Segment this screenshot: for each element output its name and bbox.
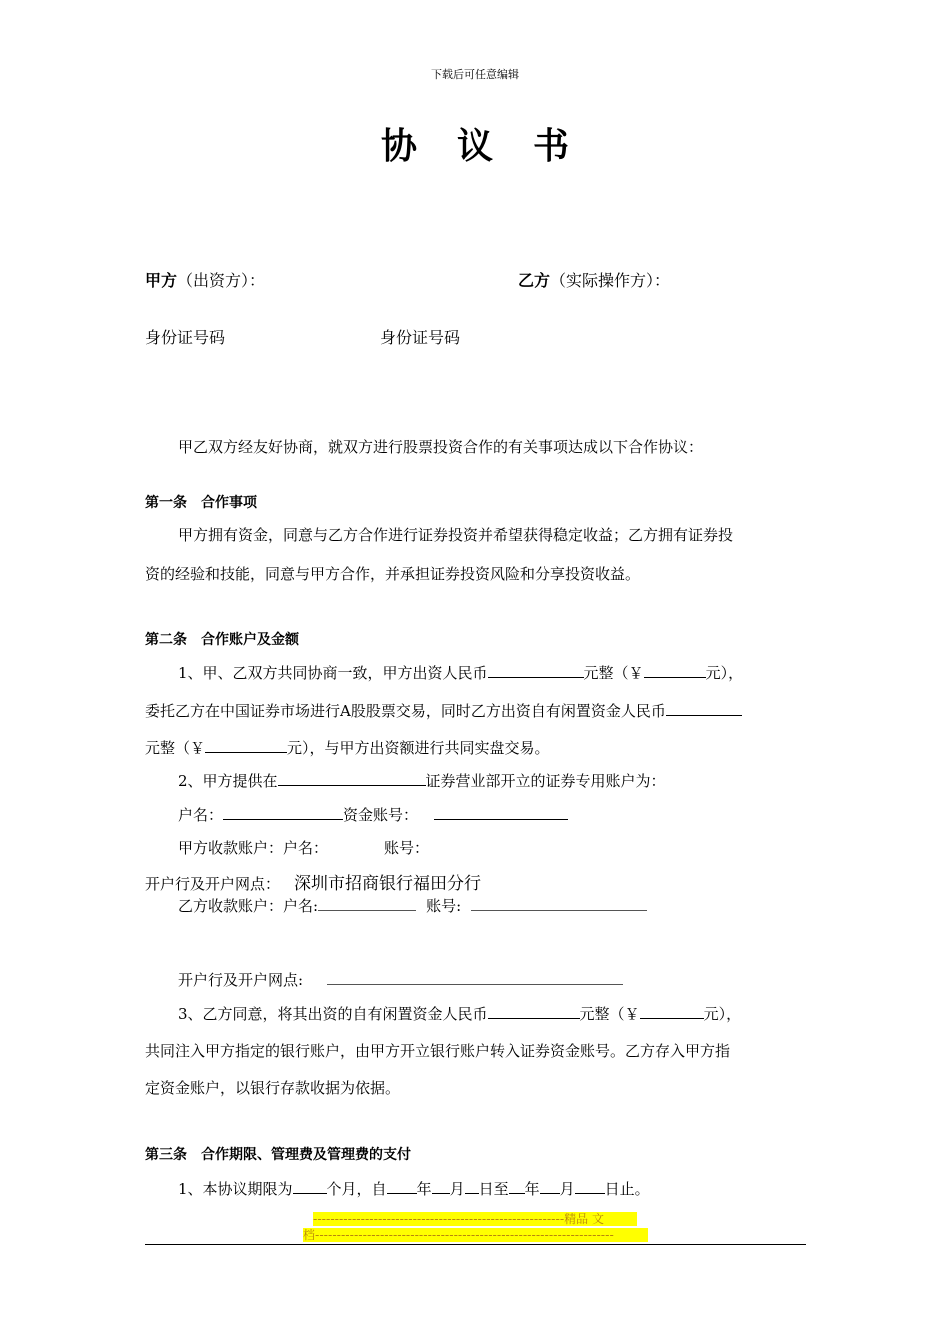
text-segment: 日至 [478, 1180, 509, 1198]
text-segment: 元）， [705, 664, 744, 682]
blank-b-capital-yen[interactable] [640, 1004, 704, 1019]
blank-amount-rmb[interactable] [488, 663, 584, 678]
blank-end-month[interactable] [540, 1179, 560, 1194]
blank-amount-yen[interactable] [644, 663, 706, 678]
party-b-id: 身份证号码 [380, 328, 461, 347]
text-segment: 资金账号： [343, 806, 419, 824]
watermark-line-2: 档--------------------------------------------------------------------- [303, 1228, 648, 1242]
article-1-line-1: 甲方拥有资金，同意与乙方合作进行证券投资并希望获得稳定收益；乙方拥有证券投 [178, 526, 734, 544]
text-segment: 月 [559, 1180, 575, 1198]
text-segment: 元整（￥ [579, 1005, 640, 1023]
text-segment: 年 [416, 1180, 432, 1198]
text-segment: 证券营业部开立的证券专用账户为： [425, 772, 666, 790]
blank-securities-office[interactable] [278, 771, 426, 786]
blank-b-capital-rmb[interactable] [488, 1004, 580, 1019]
text-segment: 月 [449, 1180, 465, 1198]
article-3-line-1 [178, 1178, 650, 1199]
article-1-heading: 第一条 合作事项 [145, 495, 257, 511]
blank-b-bank-branch[interactable] [327, 970, 623, 985]
footer-divider [145, 1244, 806, 1245]
blank-fund-account[interactable] [434, 805, 568, 820]
text-segment: 元）， [703, 1005, 742, 1023]
text-segment: 个月，自 [326, 1180, 387, 1198]
blank-amount-b-rmb[interactable] [666, 701, 742, 716]
article-3-heading: 第三条 合作期限、管理费及管理费的支付 [145, 1147, 411, 1163]
article-2-line-5 [178, 804, 568, 825]
blank-end-year[interactable] [509, 1179, 525, 1194]
article-2-line-2 [145, 700, 742, 721]
article-2-line-7 [145, 869, 481, 894]
blank-b-account-number[interactable] [471, 896, 647, 911]
party-a-label: 甲方 [145, 271, 178, 290]
text-segment: 元整（￥ [583, 664, 644, 682]
party-a-id: 身份证号码 [145, 328, 226, 347]
bank-branch-name: 深圳市招商银行福田分行 [294, 874, 482, 894]
text-segment: 委托乙方在中国证券市场进行A股股票交易，同时乙方出资自有闲置资金人民币 [145, 702, 666, 720]
text-segment: 元），与甲方出资额进行共同实盘交易。 [287, 739, 550, 757]
text-segment: 开户行及开户网点: [178, 971, 304, 989]
text-segment: 1、本协议期限为 [178, 1180, 293, 1198]
article-2-line-9 [178, 969, 623, 990]
article-2-line-12: 定资金账户，以银行存款收据为依据。 [145, 1079, 401, 1097]
article-2-line-6 [178, 837, 429, 858]
blank-account-name[interactable] [223, 805, 343, 820]
intro-paragraph: 甲乙双方经友好协商，就双方进行股票投资合作的有关事项达成以下合作协议： [178, 438, 704, 456]
article-2-line-1 [178, 662, 743, 683]
blank-months[interactable] [293, 1179, 327, 1194]
article-1-line-2: 资的经验和技能，同意与甲方合作，并承担证券投资风险和分享投资收益。 [145, 565, 641, 583]
text-segment: 年 [524, 1180, 540, 1198]
blank-start-month[interactable] [432, 1179, 450, 1194]
text-segment: 3、乙方同意，将其出资的自有闲置资金人民币 [178, 1005, 488, 1023]
text-segment: 开户行及开户网点： [145, 875, 281, 893]
text-segment: 日止。 [604, 1180, 650, 1198]
text-segment: 1、甲、乙双方共同协商一致，甲方出资人民币 [178, 664, 488, 682]
article-2-heading: 第二条 合作账户及金额 [145, 632, 299, 648]
text-segment: 2、甲方提供在 [178, 772, 278, 790]
party-b-role: （实际操作方）： [550, 271, 671, 290]
text-segment: 甲方收款账户：户名： [178, 839, 329, 857]
article-2-line-4 [178, 770, 666, 791]
blank-amount-b-yen[interactable] [205, 738, 287, 753]
text-segment: 户名： [178, 806, 224, 824]
blank-start-year[interactable] [387, 1179, 417, 1194]
title-char-2: 议 [456, 125, 493, 167]
blank-b-account-name[interactable] [318, 896, 416, 911]
text-segment: 乙方收款账户：户名: [178, 897, 319, 915]
blank-start-day[interactable] [465, 1179, 479, 1194]
party-a-role: （出资方）： [177, 271, 266, 290]
title-char-1: 协 [380, 125, 417, 167]
article-2-line-11: 共同注入甲方指定的银行账户，由甲方开立银行账户转入证券资金账号。乙方存入甲方指 [145, 1042, 731, 1060]
blank-end-day[interactable] [575, 1179, 605, 1194]
article-2-line-10 [178, 1003, 741, 1024]
text-segment: 账号： [384, 839, 430, 857]
party-b [518, 268, 670, 291]
article-2-line-8 [178, 895, 647, 916]
document-title [0, 118, 950, 169]
party-a [145, 268, 265, 291]
text-segment: 元整（￥ [145, 739, 206, 757]
title-char-3: 书 [533, 125, 570, 167]
article-2-line-3 [145, 737, 550, 758]
header-note: 下载后可任意编辑 [431, 68, 519, 81]
party-b-label: 乙方 [518, 271, 551, 290]
watermark-line-1: ----------------------------------------------------------精品 文 [313, 1212, 637, 1226]
text-segment: 账号: [426, 897, 462, 915]
